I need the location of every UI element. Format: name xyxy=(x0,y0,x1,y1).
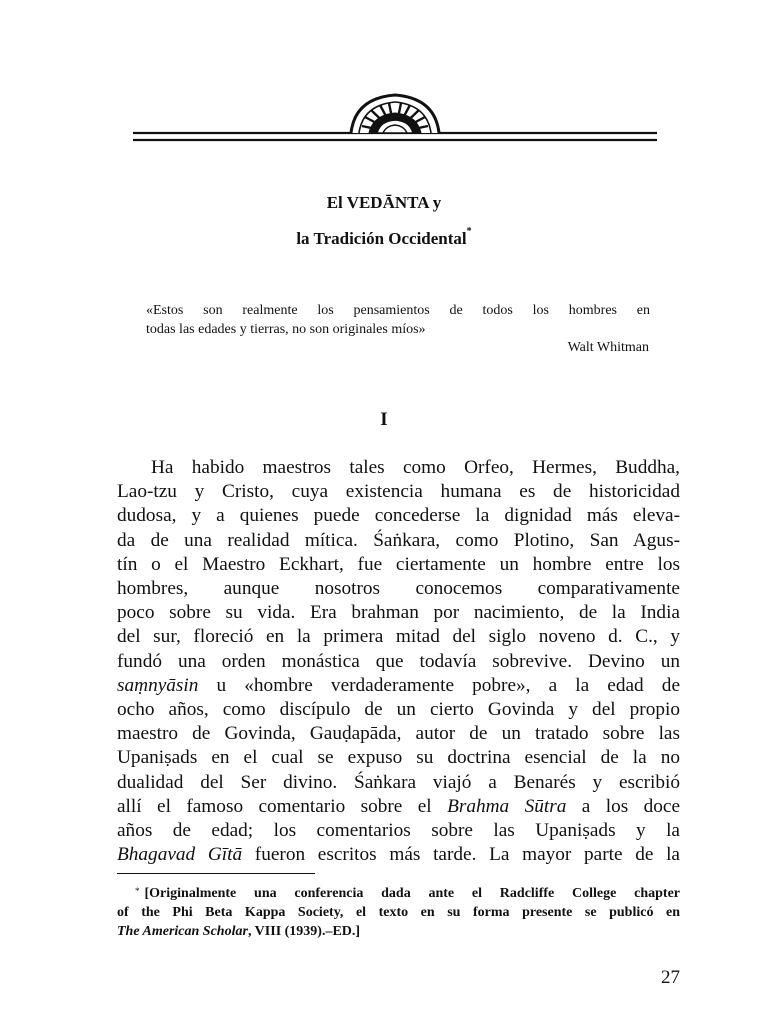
footnote-marker: * xyxy=(135,886,140,896)
body-line: Upaniṣads en el cual se expuso su doctrina esencial de la no xyxy=(117,747,680,769)
footnote xyxy=(117,884,680,941)
epigraph-line: «Estos son realmente los pensamientos de todos los hombres en xyxy=(146,303,650,318)
body-line: Ha habido maestros tales como Orfeo, Hermes, Buddha, xyxy=(151,457,680,478)
body-line: fundó una orden monástica que todavía sobrevive. Devino un xyxy=(117,650,680,672)
epigraph-author: Walt Whitman xyxy=(567,340,649,355)
footnote-line xyxy=(117,884,680,903)
title-footnote-marker: * xyxy=(466,226,472,237)
body-line: da de una realidad mítica. Śaṅkara, como Plotino, San Agus- xyxy=(117,529,680,551)
body-line: años de edad; los comentarios sobre las Upaniṣads y la xyxy=(117,820,680,842)
footnote-line xyxy=(117,922,680,941)
body-line xyxy=(117,795,680,819)
body-line: dudosa, y a quienes puede concederse la dignidad más eleva- xyxy=(117,505,680,527)
lotus-fan-ornament-icon xyxy=(133,88,657,148)
body-line: Lao-tzu y Cristo, cuya existencia humana es de historicidad xyxy=(117,481,680,503)
footnote-text: , VIII (1939).–ED.] xyxy=(247,924,361,939)
epigraph-line: todas las edades y tierras, no son originales míos» xyxy=(146,322,426,337)
footnote-text: [Originalmente una conferencia dada ante el Radcliffe College chapter xyxy=(144,886,680,901)
body-line: dualidad del Ser divino. Śaṅkara viajó a Benarés y escribió xyxy=(117,771,680,793)
body-line: maestro de Govinda, Gauḍapāda, autor de un tratado sobre las xyxy=(117,723,680,745)
body-line: poco sobre su vida. Era brahman por nacimiento, de la India xyxy=(117,602,680,624)
italic-term: saṃnyāsin xyxy=(117,674,199,696)
chapter-title-text: la Tradición Occidental xyxy=(296,229,467,248)
body-line: del sur, floreció en la primera mitad del siglo noveno d. C., y xyxy=(117,626,680,648)
footnote-line: of the Phi Beta Kappa Society, el texto en su forma presente se publicó en xyxy=(117,905,680,920)
body-text-segment: fueron escritos más tarde. La mayor parte de la xyxy=(242,844,680,866)
journal-title: The American Scholar xyxy=(117,924,248,939)
footnote-rule xyxy=(117,873,315,874)
chapter-title-line2 xyxy=(0,226,768,249)
body-text xyxy=(117,456,680,867)
body-line: tín o el Maestro Eckhart, fue ciertamente un hombre entre los xyxy=(117,553,680,575)
body-line xyxy=(117,843,680,867)
body-line: ocho años, como discípulo de un cierto Govinda y del propio xyxy=(117,699,680,721)
body-text-segment: a los doce xyxy=(566,795,681,817)
body-line: hombres, aunque nosotros conocemos comparativamente xyxy=(117,578,680,600)
italic-term: Bhagavad Gītā xyxy=(117,844,243,866)
italic-term: Brahma Sūtra xyxy=(447,795,567,817)
page-number: 27 xyxy=(661,967,680,988)
chapter-title-line1: El VEDĀNTA y xyxy=(326,193,442,212)
body-text-segment: u «hombre verdaderamente pobre», a la edad de xyxy=(198,674,680,696)
body-text-segment: allí el famoso comentario sobre el xyxy=(117,795,448,817)
epigraph-quote xyxy=(146,301,650,339)
section-number: I xyxy=(380,409,388,430)
body-line xyxy=(117,674,680,698)
